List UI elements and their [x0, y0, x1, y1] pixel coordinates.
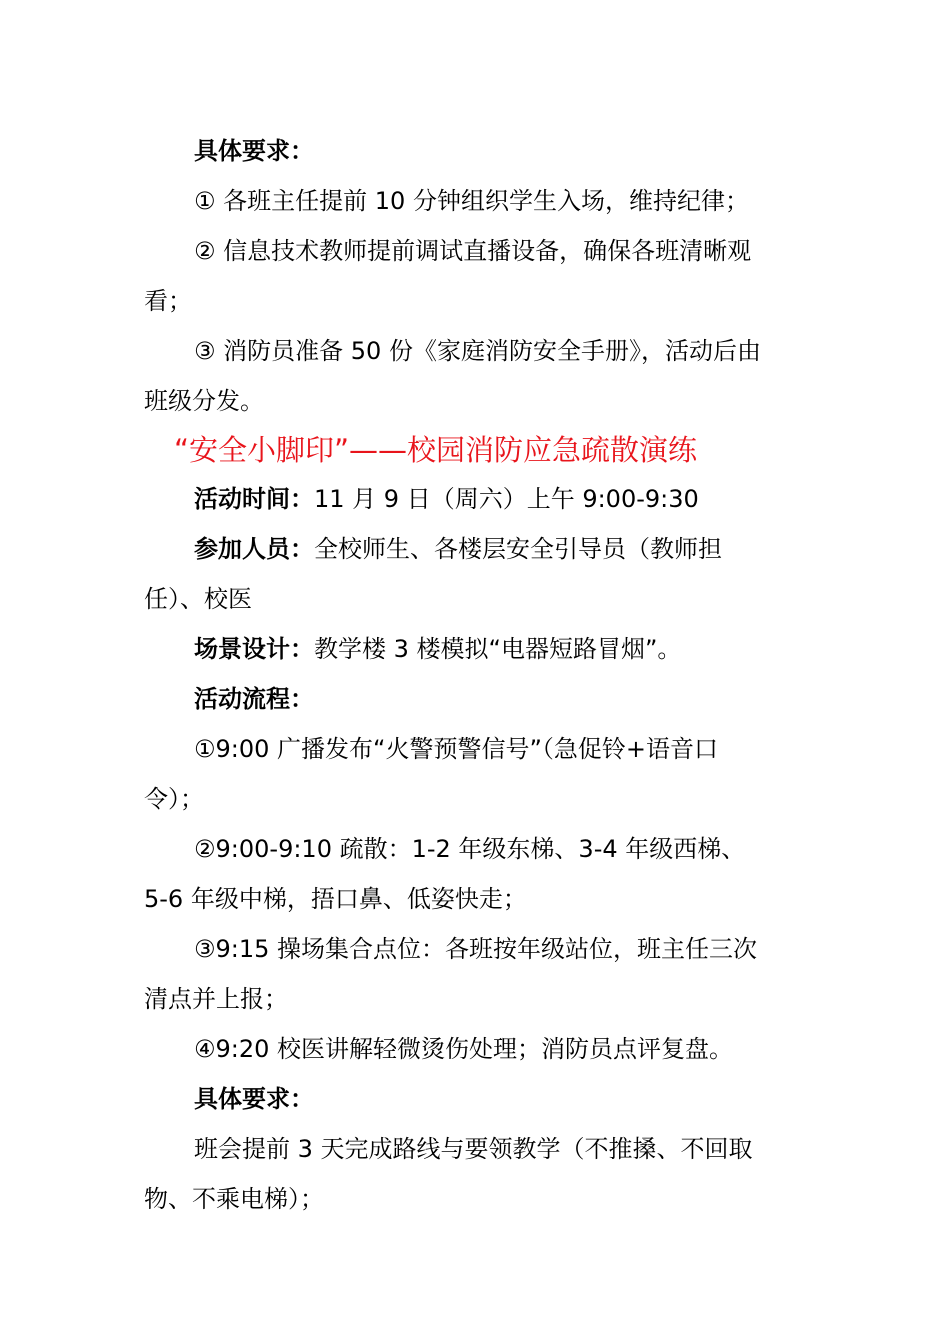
requirement-item-continuation: 班级分发。 — [144, 387, 264, 415]
document-page — [144, 126, 824, 1224]
event-time — [144, 474, 824, 524]
event-participants — [144, 524, 824, 574]
event-process-label: 活动流程： — [194, 685, 314, 713]
requirement-item: ③ 消防员准备 50 份《家庭消防安全手册》，活动后由 — [194, 337, 761, 365]
event-participants-value: 全校师生、各楼层安全引导员（教师担 — [314, 535, 722, 563]
event-scene — [144, 624, 824, 674]
event-scene-value: 教学楼 3 楼模拟“电器短路冒烟”。 — [314, 635, 682, 663]
event-scene-label: 场景设计： — [194, 635, 314, 663]
process-step-continuation: 清点并上报； — [144, 985, 288, 1013]
event-title: “安全小脚印”——校园消防应急疏散演练 — [174, 433, 698, 467]
event-participants-continuation: 任）、校医 — [144, 585, 252, 613]
process-step: ②9:00-9:10 疏散：1-2 年级东梯、3-4 年级西梯、 — [194, 835, 746, 863]
process-step-continuation: 令）； — [144, 785, 204, 813]
event-requirement-continuation: 物、不乘电梯）； — [144, 1185, 324, 1213]
process-step: ①9:00 广播发布“火警预警信号”（急促铃+语音口 — [194, 735, 719, 763]
requirement-item: ① 各班主任提前 10 分钟组织学生入场，维持纪律； — [194, 187, 749, 215]
process-step: ④9:20 校医讲解轻微烫伤处理；消防员点评复盘。 — [194, 1035, 734, 1063]
event-time-value: 11 月 9 日（周六）上午 9:00-9:30 — [314, 485, 699, 513]
requirement-item-continuation: 看； — [144, 287, 192, 315]
event-requirements-heading: 具体要求： — [194, 1085, 314, 1113]
requirement-item: ② 信息技术教师提前调试直播设备，确保各班清晰观 — [194, 237, 752, 265]
section-heading: 具体要求： — [194, 137, 314, 165]
event-requirement: 班会提前 3 天完成路线与要领教学（不推搡、不回取 — [194, 1135, 753, 1163]
process-step-continuation: 5-6 年级中梯，捂口鼻、低姿快走； — [144, 885, 527, 913]
process-step: ③9:15 操场集合点位：各班按年级站位，班主任三次 — [194, 935, 758, 963]
event-participants-label: 参加人员： — [194, 535, 314, 563]
event-time-label: 活动时间： — [194, 485, 314, 513]
